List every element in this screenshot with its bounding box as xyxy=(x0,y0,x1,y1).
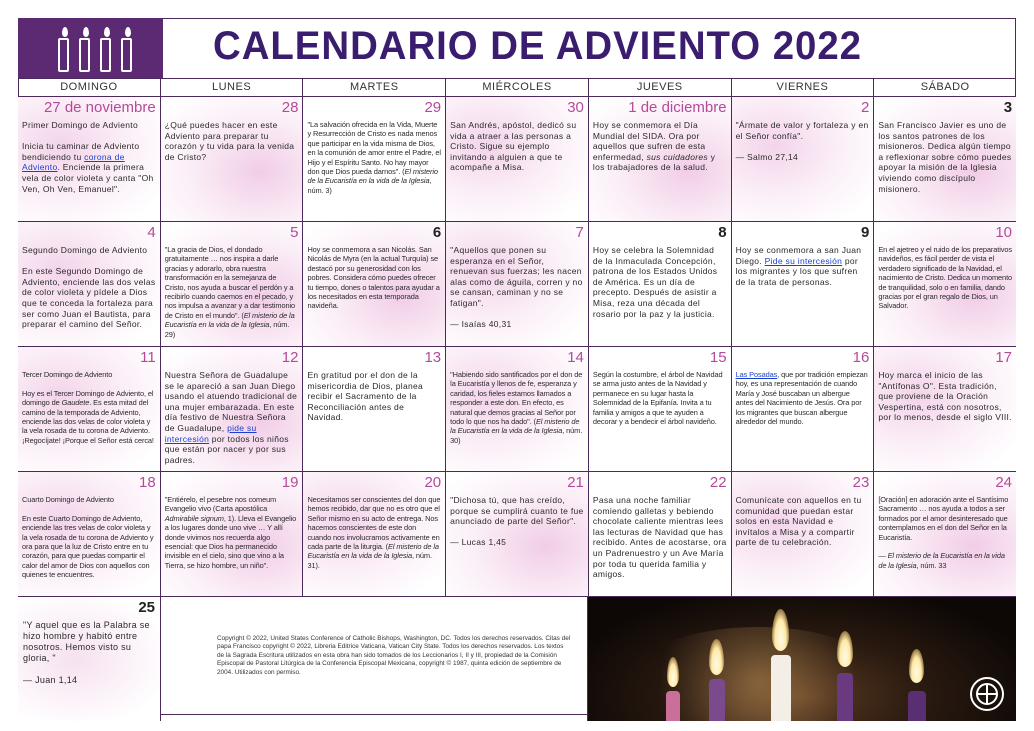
day-number: 18 xyxy=(139,474,156,491)
day-number: 25 xyxy=(138,599,155,616)
day-text-part: . Enciende la primera vela de color violeta y canta "Oh Ven, Oh Ven, Emanuel". xyxy=(22,162,154,194)
day-text-part: [Oración] en adoración ante el Santísimo Sacramento … nos ayuda a todos a ser formados por el amor desinteresado que contemplamos en el don del Señor en la Eucaristía. — xyxy=(878,495,1009,561)
day-number: 5 xyxy=(290,224,299,241)
day-link[interactable]: pide su intercesión xyxy=(164,422,257,444)
day-text-part: . Es esta mitad del camino de la temporada de Adviento, enciende las dos velas de color violeta y la vela rosada de tu corona de Adviento. ¡Regocíjate! ¡Porque el Señor está cerca! xyxy=(22,398,154,445)
day-text-part: Necesitamos ser conscientes del don que hemos recibido, dar que no es otro que el Señor mismo en su acto de entrega. Nos hacemos conscientes de este don cuando nos involucramos activamente en cada parte de la liturgia. ( xyxy=(307,495,441,552)
day-number: 30 xyxy=(567,99,584,116)
day-text-part: por los migrantes y los que sufren de la trata de personas. xyxy=(735,255,859,287)
day-number: 29 xyxy=(424,99,442,116)
day-text xyxy=(165,370,299,465)
day-text xyxy=(736,370,870,426)
day-number: 28 xyxy=(281,99,299,116)
day-text xyxy=(450,120,584,173)
day-cell xyxy=(303,472,446,596)
day-cell xyxy=(161,222,304,346)
day-text xyxy=(165,245,299,339)
calendar-grid xyxy=(18,78,1016,721)
day-number: 17 xyxy=(995,349,1013,366)
week-row xyxy=(18,472,1016,597)
day-text-part: San Francisco Javier es uno de los santos patrones de los misioneros. Dedica algún tiempo a reflexionar sobre cómo puedes apoyar la misión de la Iglesia viviendo como discípulo misionero. xyxy=(878,120,1012,194)
day-number: 6 xyxy=(432,224,442,241)
day-number: 7 xyxy=(575,224,584,241)
day-text-part: Hoy marca el inicio de las "Antífonas O". Esta tradición, que proviene de la Oración Vespertina, está con nosotros, por lo menos, desde el siglo VIII. xyxy=(878,370,1012,423)
day-cell xyxy=(303,97,446,221)
day-cell xyxy=(589,222,732,346)
last-week-row xyxy=(18,597,1016,721)
day-text xyxy=(22,120,156,194)
day-number: 22 xyxy=(709,474,727,491)
day-text-part: por todos los niños que están por nacer y por sus padres. xyxy=(164,433,289,465)
advent-candles-logo xyxy=(18,18,163,78)
day-text-part: , núm. 31). xyxy=(307,551,432,570)
day-text xyxy=(593,495,727,580)
day-text xyxy=(307,120,441,195)
day-text: "Y aquel que es la Palabra se hizo hombre y habitó entre nosotros. Hemos visto su gloria, " — Juan 1,14 xyxy=(23,620,150,685)
day-text-part: "Habiendo sido santificados por el don de la Eucaristía y llenos de fe, esperanza y caridad, los fieles estamos llamados a responder a este don. En efecto, es natural que demos gracias al Señor por todo lo que nos ha dado". ( xyxy=(450,370,583,427)
day-cell xyxy=(18,97,161,221)
usccb-emblem-icon xyxy=(970,677,1004,711)
day-text xyxy=(22,245,156,330)
day-number: 2 xyxy=(860,99,870,116)
day-text-part: , núm. 3) xyxy=(307,176,432,195)
day-text xyxy=(593,245,727,319)
day-text-part: , núm. 33 xyxy=(916,560,947,570)
weekday-3: MIÉRCOLES xyxy=(446,79,589,96)
day-text xyxy=(593,370,727,426)
day-number: 14 xyxy=(567,349,584,366)
day-cell xyxy=(589,347,732,471)
day-number: 9 xyxy=(860,224,870,241)
day-text-part: Cuarto Domingo de Adviento En este Cuarto Domingo de Adviento, enciende las tres velas de color violeta y la vela rosada de tu corona de Adviento y ora para que la luz de Cristo entre en tu corazón, para que puedas compartir el calor del amor de Dios con aquellos con quienes te encuentres. xyxy=(22,495,154,580)
day-cell xyxy=(18,472,161,596)
day-number: 13 xyxy=(424,349,442,366)
day-link[interactable]: corona de Adviento xyxy=(22,151,125,173)
candles-photo xyxy=(588,597,1016,721)
day-cell xyxy=(303,347,446,471)
day-number: 27 de noviembre xyxy=(43,99,156,116)
citation-title: El misterio de la Eucaristía en la vida de la Iglesia xyxy=(164,310,295,330)
day-text xyxy=(736,495,870,548)
day-cell xyxy=(732,347,875,471)
day-number: 24 xyxy=(995,474,1013,491)
day-cell xyxy=(874,472,1016,596)
day-text-part: Segundo Domingo de Adviento En este Segundo Domingo de Adviento, enciende las dos velas de color violeta y pídele a Dios que te conceda la fortaleza para ser como Juan el Bautista, para preparar el camino del Señor. xyxy=(22,245,156,330)
day-number: 12 xyxy=(281,349,299,366)
day-number: 21 xyxy=(567,474,584,491)
day-cell xyxy=(589,97,732,221)
day-text xyxy=(736,120,870,162)
copyright-notice: Copyright © 2022, United States Conference of Catholic Bishops, Washington, DC. Todos los derechos reservados. Citas del papa Francisco copyright © 2022, Libreria Editrice Vaticana, Vatican City State. Todos los derechos reservados. Los textos de la Sagrada Escritura utilizados en esta obra han sido tomados de los Leccionarios I, II y III, propiedad de la Comisión Episcopal de Pastoral Litúrgica de la Conferencia Episcopal Mexicana, copyright © 1987, quinta edición de septiembre de 2004. Utilizados con permiso. xyxy=(161,597,588,721)
day-cell xyxy=(874,347,1016,471)
day-text xyxy=(878,370,1012,423)
day-text-part: Nuestra Señora de Guadalupe se le apareció a san Juan Diego usando el atuendo tradicional de una mujer embarazada. En este día festivo de Nuestra Señora de Guadalupe, xyxy=(164,370,298,433)
day-number: 10 xyxy=(995,224,1013,241)
day-text xyxy=(878,120,1012,194)
day-text xyxy=(593,120,727,173)
day-text-part: Hoy se conmemora a san Juan Diego. xyxy=(735,245,862,266)
day-text-part: , núm. 30) xyxy=(450,426,583,445)
day-text-part: , 1). Lleva el Evangelio a los lugares donde uno vive … Y allí donde vivimos nos recuerda algo esencial: que Dios ha permanecido invisible en el cielo, sino que vino a la Tierra, se hizo hombre, un niño". xyxy=(164,513,297,570)
citation-title: El misterio de la Eucaristía en la vida de la Iglesia xyxy=(307,542,439,561)
day-text xyxy=(736,245,870,287)
day-text-part: ¿Qué puedes hacer en este Adviento para preparar tu corazón y tu vida para la venida de Cristo? xyxy=(164,120,295,162)
day-text-part: Hoy se conmemora a san Nicolás. San Nicolás de Myra (en la actual Turquía) se destacó por su generosidad con los pobres. Considera cómo puedes ofrecer tu tiempo, dones o talentos para ayudar a los necesitados en esta temporada navideña. xyxy=(307,245,440,311)
day-text-part: "Aquellos que ponen su esperanza en el Señor, renuevan sus fuerzas; les nacen alas como de águila, corren y no se cansan, caminan y no se fatigan". — Isaías 40,31 xyxy=(450,245,583,330)
day-cell xyxy=(161,472,304,596)
citation-title: El misterio de la Eucaristía en la vida de la Iglesia xyxy=(450,417,580,436)
day-text-part: Primer Domingo de Adviento Inicia tu caminar de Adviento bendiciendo tu xyxy=(22,120,140,162)
weekday-2: MARTES xyxy=(303,79,446,96)
day-number: 19 xyxy=(281,474,299,491)
day-cell xyxy=(161,347,304,471)
weekday-5: VIERNES xyxy=(732,79,875,96)
day-text-part: Según la costumbre, el árbol de Navidad se arma justo antes de la Navidad y permanece en su lugar hasta la Solemnidad de la Epifanía. Invita a tu familia y amigos a que te ayuden a decorar y a bendecir el árbol navideño. xyxy=(592,370,723,427)
day-cell xyxy=(732,97,875,221)
day-number: 11 xyxy=(140,349,156,366)
citation-title: Gaudete xyxy=(61,398,90,408)
day-cell xyxy=(732,472,875,596)
day-text-part: "Entiérelo, el pesebre nos comeum Evangelio vivo (Carta apostólica xyxy=(164,495,277,514)
day-cell xyxy=(161,97,304,221)
day-number: 3 xyxy=(1003,99,1013,116)
week-row xyxy=(18,97,1016,222)
day-cell xyxy=(446,222,589,346)
day-text-part: "Ármate de valor y fortaleza y en el Señor confía". — Salmo 27,14 xyxy=(735,120,869,162)
week-row xyxy=(18,222,1016,347)
citation-title: El misterio de la Eucaristía en la vida de la Iglesia xyxy=(307,167,438,186)
day-text-part: Hoy se celebra la Solemnidad de la Inmaculada Concepción, patrona de los Estados Unidos de América. Es un día de precepto. Después de asistir a Misa, reza una década del rosario por la paz y la justicia. xyxy=(592,245,718,319)
day-text-part: Tercer Domingo de Adviento Hoy es el Tercer Domingo de Adviento, el domingo de xyxy=(22,370,154,408)
citation-title: El misterio de la Eucaristía en la vida de la Iglesia xyxy=(878,551,1005,570)
header xyxy=(18,18,1016,78)
weekday-4: JUEVES xyxy=(589,79,732,96)
day-cell xyxy=(589,472,732,596)
day-cell xyxy=(732,222,875,346)
day-number: 20 xyxy=(424,474,442,491)
day-text-part: Hoy se conmemora el Día Mundial del SIDA. Ora por aquellos que sufren de esta enfermedad, xyxy=(592,120,706,162)
day-cell xyxy=(446,472,589,596)
page-title: CALENDARIO DE ADVIENTO 2022 xyxy=(213,24,862,68)
day-cell xyxy=(874,222,1016,346)
day-link[interactable]: Pide su intercesión xyxy=(764,255,843,266)
day-text xyxy=(450,495,584,548)
day-cell xyxy=(303,222,446,346)
day-number: 4 xyxy=(147,224,156,241)
day-number: 1 de diciembre xyxy=(628,99,727,116)
day-number: 8 xyxy=(718,224,727,241)
day-text xyxy=(165,495,299,570)
day-cell xyxy=(874,97,1016,221)
day-text-part: , que por tradición empiezan hoy, es una representación de cuando María y José buscaban un albergue antes del Nacimiento de Jesús. Ora por los migrantes que buscan albergue alrededor del mundo. xyxy=(735,370,868,427)
day-cell xyxy=(446,347,589,471)
day-cell-25 xyxy=(18,597,161,721)
day-text-part: San Andrés, apóstol, dedicó su vida a atraer a las personas a Cristo. Sigue su ejemplo invitando a alguien a que te acompañe a Misa. xyxy=(450,120,577,173)
day-text-part: "La salvación ofrecida en la Vida, Muerte y Resurrección de Cristo es nada menos que participar en la vida misma de Dios, en la comunión de amor entre el Padre, el Hijo y el Espíritu Santo. No hay mayor don que Dios pueda darnos". ( xyxy=(307,120,441,177)
citation-title: Admirabile signum xyxy=(164,513,224,523)
weekday-1: LUNES xyxy=(161,79,304,96)
weekday-0: DOMINGO xyxy=(18,79,161,96)
day-cell xyxy=(18,347,161,471)
day-text-part: , núm. 29) xyxy=(164,320,290,339)
day-text xyxy=(307,370,441,423)
day-text xyxy=(22,495,156,580)
day-text xyxy=(307,495,441,570)
day-text-part: "Dichosa tú, que has creído, porque se cumplirá cuanto te fue anunciado de parte del Señor". — Lucas 1,45 xyxy=(450,495,584,548)
week-row xyxy=(18,347,1016,472)
day-text xyxy=(878,245,1012,311)
day-text-part: Comunícate con aquellos en tu comunidad que puedan estar solos en esta Navidad e invítalos a Misa y a compartir parte de tu celebración. xyxy=(735,495,862,548)
day-text-part: Pasa una noche familiar comiendo galletas y bebiendo chocolate caliente mientras lees las lecturas de Navidad que has recibido. Antes de acostarse, ora un Padrenuestro y un Ave María por toda tu querida familia y amigos. xyxy=(592,495,727,580)
citation-title: sus cuidadores xyxy=(646,151,708,162)
day-cell xyxy=(446,97,589,221)
day-text xyxy=(450,370,584,445)
weekday-header-row xyxy=(18,78,1016,97)
day-text xyxy=(450,245,584,330)
day-text xyxy=(307,245,441,311)
weekday-6: SÁBADO xyxy=(920,81,970,93)
day-text-part: "La gracia de Dios, el dondado gratuitamente … nos inspira a darle gracias y adorarlo, obra nuestra transformación en la semejanza de Cristo, nos ayuda a buscar el perdón y a recibirlo cuando caemos en el pecado, y nos impulsa a avanzar y a dar testimonio de Cristo en el mundo". ( xyxy=(164,245,296,320)
day-number: 15 xyxy=(709,349,727,366)
day-text xyxy=(22,370,156,445)
day-number: 23 xyxy=(852,474,870,491)
day-text xyxy=(165,120,299,162)
day-cell xyxy=(18,222,161,346)
day-number: 16 xyxy=(852,349,870,366)
day-link[interactable]: Las Posadas xyxy=(735,370,778,379)
day-text-part: En gratitud por el don de la misericordia de Dios, planea recibir el Sacramento de la Reconciliación antes de Navidad. xyxy=(307,370,424,423)
day-text-part: y los trabajadores de la salud. xyxy=(592,151,716,173)
day-text xyxy=(878,495,1012,570)
day-text-part: En el ajetreo y el ruido de los preparativos navideños, es fácil perder de vista el verdadero significado de la Navidad, el nacimiento de Cristo. Dedica un momento de tranquilidad, solo o en familia, dando gracias por el gran regalo de Dios, un Salvador. xyxy=(878,245,1013,311)
